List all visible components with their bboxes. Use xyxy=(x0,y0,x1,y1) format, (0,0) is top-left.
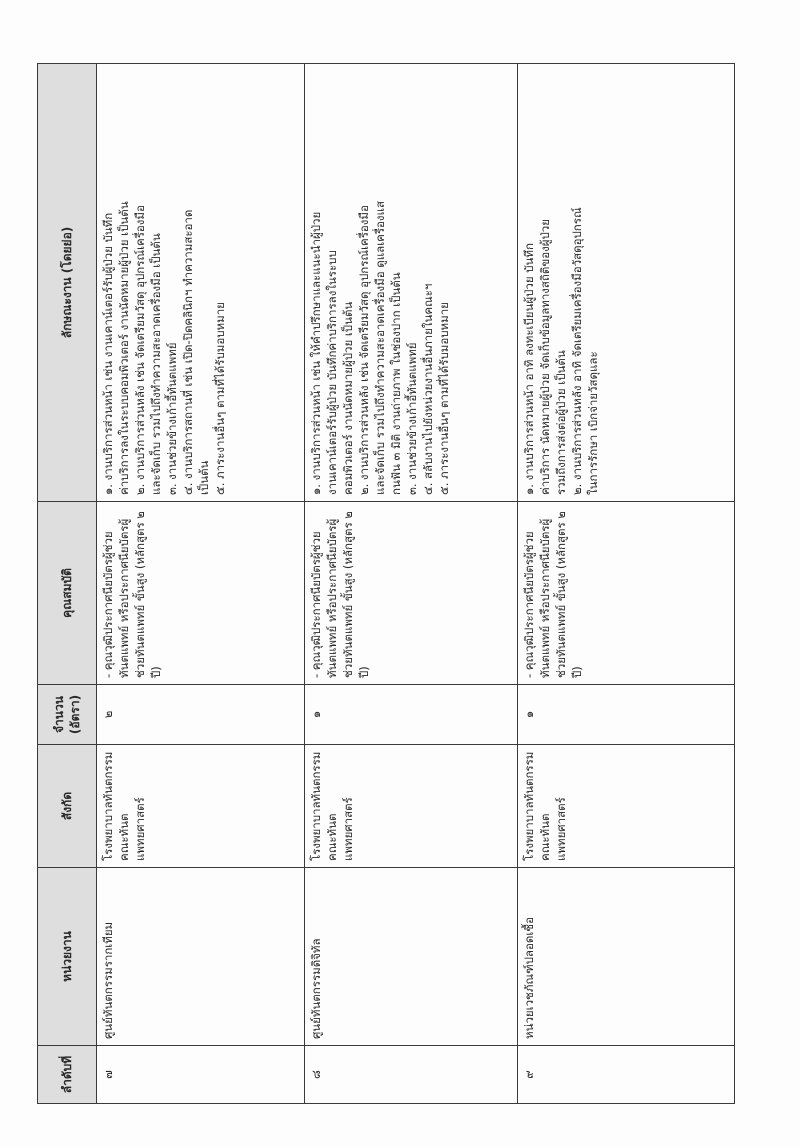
header-unit: หน่วยงาน xyxy=(38,868,97,1046)
duty-line: ๓. งานช่วยข้างเก้าอี้ทันตแพทย์ xyxy=(405,342,420,495)
duty-line: ๒. งานบริการส่วนหลัง เช่น จัดเตรียมวัสดุ อุปกรณ์เครื่องมือ xyxy=(133,205,147,495)
row-no: ๘ xyxy=(305,1046,518,1104)
row-duties xyxy=(305,64,518,502)
row-affiliation: โรงพยาบาลทันตกรรม คณะทันตแพทยศาสตร์ xyxy=(518,745,735,868)
row-duties xyxy=(97,64,305,502)
duty-line: ๑. งานบริการส่วนหน้า อาทิ ลงทะเบียนผู้ป่วย บันทึก xyxy=(522,243,537,495)
row-count: ๑ xyxy=(305,685,518,745)
table-row xyxy=(305,64,518,1104)
header-affiliation: สังกัด xyxy=(38,745,97,868)
table-header-row xyxy=(38,64,97,1104)
duty-line: ค่าบริการลงในระบบคอมพิวเตอร์ งานนัดหมายผู้ป่วย เป็นต้น xyxy=(117,201,131,495)
row-unit: ศูนย์ทันตกรรมรากเทียม xyxy=(97,868,305,1046)
duty-line: ๒. งานบริการส่วนหลัง เช่น จัดเตรียมวัสดุ อุปกรณ์เครื่องมือ xyxy=(357,205,372,495)
row-qualification: - คุณวุฒิประกาศนียบัตรผู้ช่วยทันตแพทย์ หรือประกาศนียบัตรผู้ช่วยทันตแพทย์ ขั้นสูง (หลักสูตร ๒ ปี) xyxy=(305,502,518,685)
duty-line: งานเคาน์เตอร์รับผู้ป่วย บันทึกค่าบริการลงในระบบ xyxy=(325,250,340,495)
duty-line: คอมพิวเตอร์ งานนัดหมายผู้ป่วย เป็นต้น xyxy=(341,301,356,495)
duty-line: เป็นต้น xyxy=(197,460,211,495)
table-row xyxy=(518,64,735,1104)
rotated-sheet xyxy=(37,64,735,1104)
duty-line: กนฟัน ๓ มิติ งานถ่ายภาพ ในช่องปาก เป็นต้น xyxy=(389,272,404,495)
duty-line: ๕. ภาระงานอื่นๆ ตามที่ได้รับมอบหมาย xyxy=(437,302,452,495)
row-count: ๒ xyxy=(97,685,305,745)
row-affiliation: โรงพยาบาลทันตกรรม คณะทันตแพทยศาสตร์ xyxy=(97,745,305,868)
duty-line: ๑. งานบริการส่วนหน้า เช่น งานเคาน์เตอร์รับผู้ป่วย บันทึก xyxy=(101,212,115,495)
duty-line: และจัดเก็บ รวมไปถึงทำความสะอาดเครื่องมือ ดูแลเครื่องแส xyxy=(373,201,388,495)
row-no: ๙ xyxy=(518,1046,735,1104)
row-count: ๑ xyxy=(518,685,735,745)
duty-line: ๕. ภาระงานอื่นๆ ตามที่ได้รับมอบหมาย xyxy=(213,302,227,495)
row-qualification: - คุณวุฒิประกาศนียบัตรผู้ช่วยทันตแพทย์ หรือประกาศนียบัตรผู้ช่วยทันตแพทย์ ขั้นสูง (หลักสูตร ๒ ปี) xyxy=(97,502,305,685)
header-duties: ลักษณะงาน (โดยย่อ) xyxy=(38,64,97,502)
row-unit: หน่วยเวชภัณฑ์ปลอดเชื้อ xyxy=(518,868,735,1046)
duty-line: และจัดเก็บ รวมไปถึงทำความสะอาดเครื่องมือ เป็นต้น xyxy=(149,233,163,495)
header-count: จำนวน (อัตรา) xyxy=(38,685,97,745)
row-no: ๗ xyxy=(97,1046,305,1104)
duty-line: ในการรักษา เบิกจ่ายวัสดุและ xyxy=(586,351,601,495)
duty-line: ๔. สลับงานไปยังหน่วยงานอื่นภายในคณะฯ xyxy=(421,283,436,495)
duty-line: ๓. งานช่วยข้างเก้าอี้ทันตแพทย์ xyxy=(165,342,179,495)
duty-line: ๔. งานบริการสถานที่ เช่น เปิด-ปิดคลินิกฯ ทำความสะอาด xyxy=(181,209,195,495)
duty-line: ๒. งานบริการส่วนหลัง อาทิ จัดเตรียมเครื่องมือวัสดุอุปกรณ์ xyxy=(570,207,585,495)
duty-line: รวมถึงการส่งต่อผู้ป่วย เป็นต้น xyxy=(554,350,569,495)
table-row xyxy=(97,64,305,1104)
job-positions-table xyxy=(37,63,735,1104)
row-qualification: - คุณวุฒิประกาศนียบัตรผู้ช่วยทันตแพทย์ หรือประกาศนียบัตรผู้ช่วยทันตแพทย์ ขั้นสูง (หลักสูตร ๒ ปี) xyxy=(518,502,735,685)
duty-line: ค่าบริการ นัดหมายผู้ป่วย จัดเก็บข้อมูลทางสถิติของผู้ป่วย xyxy=(538,219,553,495)
row-affiliation: โรงพยาบาลทันตกรรม คณะทันตแพทยศาสตร์ xyxy=(305,745,518,868)
duty-line: ๑. งานบริการส่วนหน้า เช่น ให้คำปรึกษาและแนะนำผู้ป่วย xyxy=(309,211,324,495)
header-no: ลำดับที่ xyxy=(38,1046,97,1104)
row-duties xyxy=(518,64,735,502)
row-unit: ศูนย์ทันตกรรมดิจิทัล xyxy=(305,868,518,1046)
header-qualification: คุณสมบัติ xyxy=(38,502,97,685)
